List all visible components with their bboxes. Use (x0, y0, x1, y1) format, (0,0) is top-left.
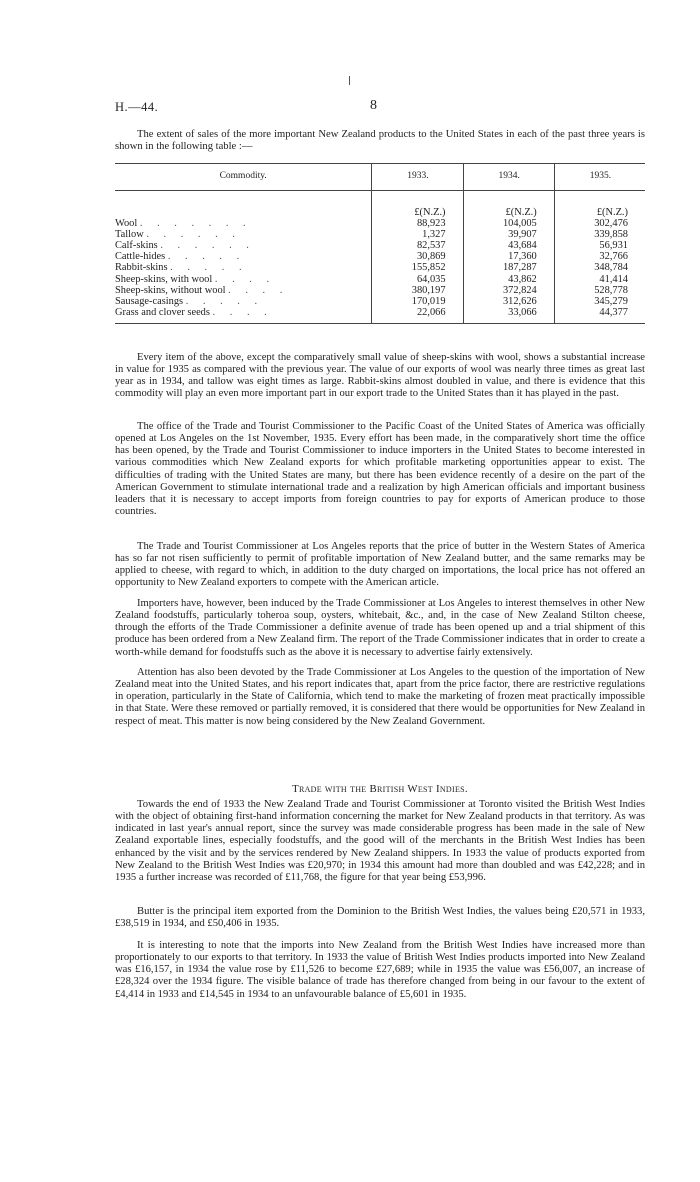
section-heading (115, 783, 645, 795)
table-row (115, 240, 645, 251)
header-commodity: Commodity. (115, 164, 372, 191)
units-1934: £(N.Z.) (463, 207, 554, 218)
paragraph-west-indies-visit: Towards the end of 1933 the New Zealand Trade and Tourist Commissioner at Toronto visited the British West Indies with the object of obtaining first-hand information concerning the market for New Zealand products in that territory. As was indicated in last year's annual report, since the survey was made considerable progress has been made in the sale of New Zealand exportable lines, especially foodstuffs, and the good will of the merchants in the British West Indies has been enhanced by the visit and by the services rendered by New Zealand shippers. In 1933 the value of products exported from New Zealand to the British West Indies was £20,970; in 1934 this amount had more than doubled and was £42,228; and in 1935 a further increase was recorded of £11,768, the figure for that year being £53,996. (115, 799, 645, 883)
table-spacer-row (115, 191, 645, 208)
dot-leaders: . . . . (212, 306, 273, 318)
value-1934: 187,287 (463, 262, 554, 273)
table-row (115, 296, 645, 307)
table-units-row (115, 207, 645, 218)
commodity-name: Calf-skins (115, 240, 158, 252)
value-1933: 88,923 (372, 218, 463, 229)
commodity-name: Cattle-hides (115, 251, 166, 263)
value-1934: 43,862 (463, 274, 554, 285)
value-1933: 64,035 (372, 274, 463, 285)
value-1934: 33,066 (463, 307, 554, 324)
units-1935: £(N.Z.) (554, 207, 645, 218)
value-1934: 104,005 (463, 218, 554, 229)
value-1935: 339,858 (554, 229, 645, 240)
value-1935: 348,784 (554, 262, 645, 273)
table-row (115, 274, 645, 285)
intro-paragraph: The extent of sales of the more important New Zealand products to the United States in each of the past three years is shown in the following table :— (115, 129, 645, 153)
value-1935: 44,377 (554, 307, 645, 324)
exports-table (115, 163, 645, 324)
paragraph-trade-balance: It is interesting to note that the imports into New Zealand from the British West Indies have increased more than proportionately to our exports to that territory. In 1933 the value of British West Indies products imported into New Zealand was £16,157, in 1934 the value rose by £11,526 to become £27,689; while in 1935 the value was £56,007, an increase of £28,324 over the 1934 figure. The visible balance of trade has therefore changed from being in our favour to the extent of £4,414 in 1933 and £14,545 in 1934 to an unfavourable balance of £5,601 in 1935. (115, 940, 645, 1000)
table-row (115, 307, 645, 324)
value-1933: 380,197 (372, 285, 463, 296)
value-1934: 17,360 (463, 251, 554, 262)
commodity-name: Tallow (115, 229, 144, 241)
page-tick-mark (349, 76, 350, 85)
dot-leaders: . . . . . (170, 262, 248, 274)
commodity-name: Grass and clover seeds (115, 306, 210, 318)
value-1933: 82,537 (372, 240, 463, 251)
commodity-name: Wool (115, 218, 138, 230)
dot-leaders: . . . . (214, 273, 276, 285)
value-1935: 41,414 (554, 274, 645, 285)
value-1933: 1,327 (372, 229, 463, 240)
commodity-name: Sheep-skins, without wool (115, 284, 226, 296)
value-1935: 32,766 (554, 251, 645, 262)
table-row (115, 218, 645, 229)
commodity-name: Sheep-skins, with wool (115, 273, 213, 285)
table-row (115, 229, 645, 240)
page-number: 8 (370, 98, 377, 113)
table-row (115, 251, 645, 262)
dot-leaders: . . . . . . (146, 229, 241, 241)
page-reference: H.—44. (115, 100, 159, 114)
header-1935: 1935. (554, 164, 645, 191)
dot-leaders: . . . . . . . (139, 218, 252, 230)
dot-leaders: . . . . . (167, 251, 246, 263)
paragraph-butter-exports: Butter is the principal item exported from the Dominion to the British West Indies, the values being £20,571 in 1933, £38,519 in 1934, and £50,406 in 1935. (115, 906, 645, 930)
value-1935: 56,931 (554, 240, 645, 251)
paragraph-summary: Every item of the above, except the comparatively small value of sheep-skins with wool, shows a substantial increase in value for 1935 as compared with the previous year. The value of our exports of wool was nearly three times as great last year as in 1934, and tallow was eight times as large. Rabbit-skins almost doubled in value, and there is evidence that this commodity will play an even more important part in our export trade to the United States than it has played in the past. (115, 352, 645, 400)
header-1933: 1933. (372, 164, 463, 191)
header-1934: 1934. (463, 164, 554, 191)
value-1934: 43,684 (463, 240, 554, 251)
commodity-name: Rabbit-skins (115, 262, 168, 274)
value-1934: 372,824 (463, 285, 554, 296)
dot-leaders: . . . . . (185, 295, 264, 307)
units-1933: £(N.Z.) (372, 207, 463, 218)
commodity-name: Sausage-casings (115, 295, 184, 307)
section-heading-text: Trade with the British West Indies. (292, 783, 468, 795)
value-1933: 170,019 (372, 296, 463, 307)
paragraph-butter-cheese: The Trade and Tourist Commissioner at Los Angeles reports that the price of butter in the Western States of America has so far not risen sufficiently to permit of profitable importation of New Zealand butter, and the same remarks may be applied to cheese, with regard to which, in addition to the duty charged on importations, the local price has not offered an opportunity to New Zealand exporters to compete with the American article. (115, 541, 645, 589)
table-row (115, 262, 645, 273)
paragraph-foodstuffs: Importers have, however, been induced by the Trade Commissioner at Los Angeles to interest themselves in other New Zealand foodstuffs, particularly toheroa soup, oysters, whitebait, &c., and, in the case of New Zealand Stilton cheese, through the efforts of the Trade Commissioner a definite avenue of trade has been opened up and a trial shipment of this produce has been ordered from a New Zealand firm. The report of the Trade Commissioner indicates that in order to create a worth-while demand for foodstuffs such as the above it is necessary to advertise fairly extensively. (115, 598, 645, 658)
dot-leaders: . . . . . . (160, 240, 255, 252)
dot-leaders: . . . . (228, 284, 289, 296)
paragraph-los-angeles-office: The office of the Trade and Tourist Commissioner to the Pacific Coast of the United States of America was officially opened at Los Angeles on the 1st November, 1935. Every effort has been made, in the comparatively short time the office has been opened, by the Trade and Tourist Commissioner to induce importers in the United States to become interested in various commodities which New Zealand exports for which profitable marketing opportunities appear to exist. The difficulties of trading with the United States are many, but there has been evidence recently of a desire on the part of the American Government to stimulate international trade and a realization by high American officials and important business leaders that it is necessary to accept imports from foreign countries to pay for exports of American produce to those countries. (115, 421, 645, 518)
value-1933: 30,869 (372, 251, 463, 262)
value-1933: 155,852 (372, 262, 463, 273)
table-row (115, 285, 645, 296)
value-1934: 39,907 (463, 229, 554, 240)
value-1935: 345,279 (554, 296, 645, 307)
table-header-row (115, 164, 645, 191)
value-1934: 312,626 (463, 296, 554, 307)
value-1933: 22,066 (372, 307, 463, 324)
value-1935: 302,476 (554, 218, 645, 229)
paragraph-meat: Attention has also been devoted by the Trade Commissioner at Los Angeles to the question of the importation of New Zealand meat into the United States, and his report indicates that, apart from the price factor, there are restrictive regulations in operation, particularly in the State of California, which tend to make the marketing of frozen meat practically impossible in that State. Were these removed or partially removed, it is considered that there would be opportunities for New Zealand in respect of meat. This matter is now being considered by the New Zealand Government. (115, 667, 645, 727)
value-1935: 528,778 (554, 285, 645, 296)
